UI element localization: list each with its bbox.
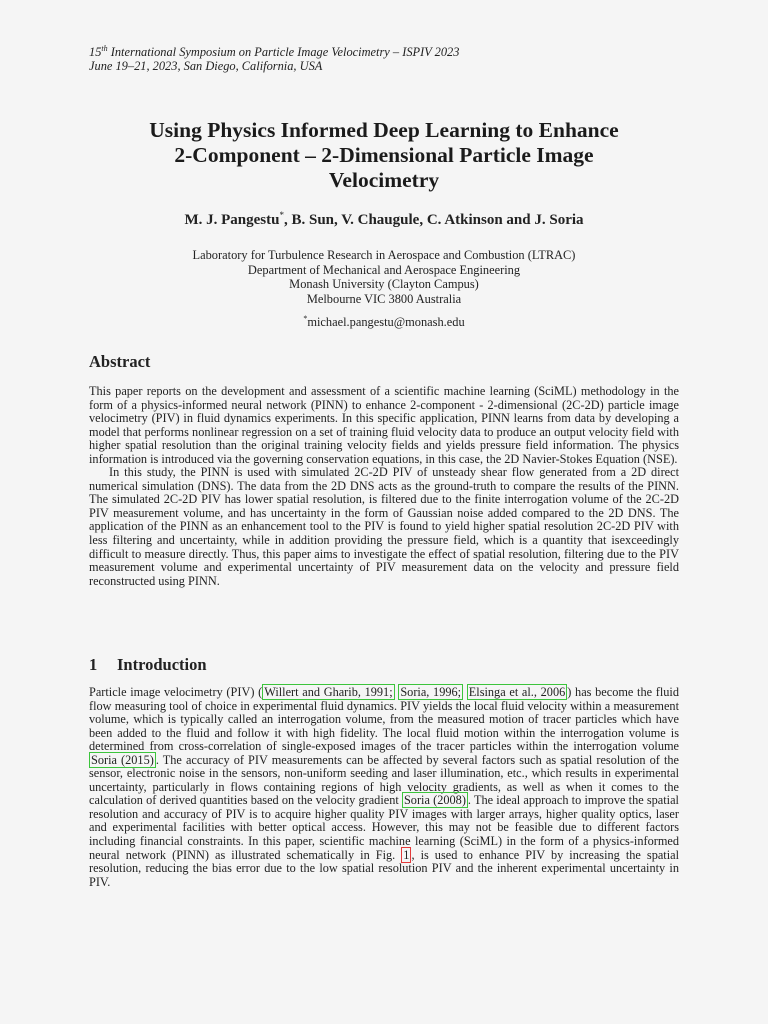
email-line [60, 312, 708, 330]
title-line-2: 2-Component – 2-Dimensional Particle Image [174, 143, 594, 167]
title-line-1: Using Physics Informed Deep Learning to Enhance [149, 118, 619, 142]
citation-link-soria-1996[interactable]: Soria, 1996; [400, 685, 462, 699]
intro-text-2: ) has become the fluid flow measuring tool of choice in experimental fluid dynamics. PIV yields the local fluid velocity within a measurement volume, which is typically called an interrogation volume, from the measured motion of tracer particles which have been added to the fluid and follow it with high fidelity. The local fluid motion within the interrogation volume is determined from cross-correlation of single-exposed images of the tracer particles within the interrogation volume [89, 685, 679, 754]
intro-text-3: . The accuracy of PIV measurements can be affected by several factors such as spatial resolution of the sensor, electronic noise in the sensors, non-uniform seeding and laser illumination, etc., which results in experimental uncertainty, particularly in flows containing regions of high velocity gradients, as well as when it comes to the calculation of derived quantities based on the velocity gradient [89, 752, 679, 808]
abstract-paragraph-1: This paper reports on the development and assessment of a scientific machine learning (SciML) methodology in the form of a physics-informed neural network (PINN) to enhance 2-component - 2-dimensional (2C-2D) particle image velocimetry (PIV) in fluid dynamics experiments. In this specific application, PINN learns from data by developing a model that performs nonlinear regression on a set of training fluid velocity data to produce an output velocity field with higher spatial resolution than the original training velocity fields and yields pressure field information. The physics information is introduced via the governing conservation equations, in this case, the 2D Navier-Stokes Equation (NSE). [89, 384, 679, 466]
email-mark: * [303, 314, 308, 324]
conference-header [89, 42, 459, 73]
citation-link-willert[interactable]: Willert and Gharib, 1991; [264, 685, 393, 699]
conference-line [89, 42, 459, 59]
affiliation-lab: Laboratory for Turbulence Research in Aerospace and Combustion (LTRAC) [192, 248, 576, 262]
ordinal-suffix: th [101, 44, 108, 53]
introduction-paragraph [89, 686, 679, 889]
conference-date: June 19–21, 2023, San Diego, California, USA [89, 59, 323, 74]
citation-link-soria-2008[interactable]: Soria (2008) [403, 793, 466, 808]
figure-reference-link[interactable]: 1 [403, 847, 410, 862]
first-author: M. J. Pangestu [184, 212, 280, 228]
citation-link-elsinga[interactable]: Elsinga et al., 2006 [468, 685, 566, 699]
introduction-body [89, 686, 679, 889]
abstract-paragraph-2: In this study, the PINN is used with simulated 2C-2D PIV of unsteady shear flow generated from a 2D direct numerical simulation (DNS). The data from the 2D DNS acts as the ground-truth to compare the results of the PINN. The simulated 2C-2D PIV has lower spatial resolution, is filtered due to the finite interrogation volume of the 2C-2D PIV measurement volume, and has uncertainty in the form of Gaussian noise added compared to the 2D DNS. The application of the PINN as an enhancement tool to the PIV is found to yield higher spatial resolution 2C-2D PIV with less filtering and uncertainty, while in addition providing the pressure field, which is a quantity that isexceedingly difficult to measure directly. Thus, this paper aims to investigate the effect of spatial resolution, filtering due to the PIV measurement volume and experimental uncertainty of PIV measurement data on the velocity and pressure field reconstructed using PINN. [89, 465, 679, 588]
abstract-body [89, 385, 679, 588]
paper-title [60, 118, 708, 193]
affiliation-department: Department of Mechanical and Aerospace Engineering [247, 262, 521, 277]
ordinal: 15 [89, 45, 102, 60]
conference-name: International Symposium on Particle Image Velocimetry – ISPIV 2023 [110, 45, 460, 60]
co-authors: , B. Sun, V. Chaugule, C. Atkinson and J. Soria [283, 212, 584, 228]
intro-text-5: , is used to enhance PIV by increasing the spatial resolution, reducing the bias error due to the low spatial resolution PIV and the inherent experimental uncertainty in PIV. [89, 847, 680, 889]
introduction-heading [89, 655, 207, 675]
intro-text-1: Particle image velocimetry (PIV) ( [89, 685, 263, 699]
affiliation-university: Monash University (Clayton Campus) [289, 277, 479, 292]
email-address[interactable]: michael.pangestu@monash.edu [307, 315, 465, 330]
affiliation-address: Melbourne VIC 3800 Australia [306, 291, 462, 306]
section-title: Introduction [117, 655, 207, 674]
abstract-heading: Abstract [89, 352, 151, 371]
citation-link-soria-2015[interactable]: Soria (2015) [91, 752, 154, 767]
intro-text-4: . The ideal approach to improve the spatial resolution and accuracy of PIV is to acquire higher quality PIV images with larger arrays, higher quality optics, laser and experimental facilities with better optical access. However, this may not be feasible due to different factors including financial constraints. In this paper, scientific machine learning (SciML) in the form of a physics-informed neural network (PINN) as illustrated schematically in Fig. [89, 793, 679, 862]
author-list [60, 210, 708, 229]
corresponding-mark: * [279, 210, 284, 220]
affiliation-block [60, 248, 708, 330]
section-number: 1 [89, 655, 98, 674]
title-line-3: Velocimetry [328, 168, 440, 192]
